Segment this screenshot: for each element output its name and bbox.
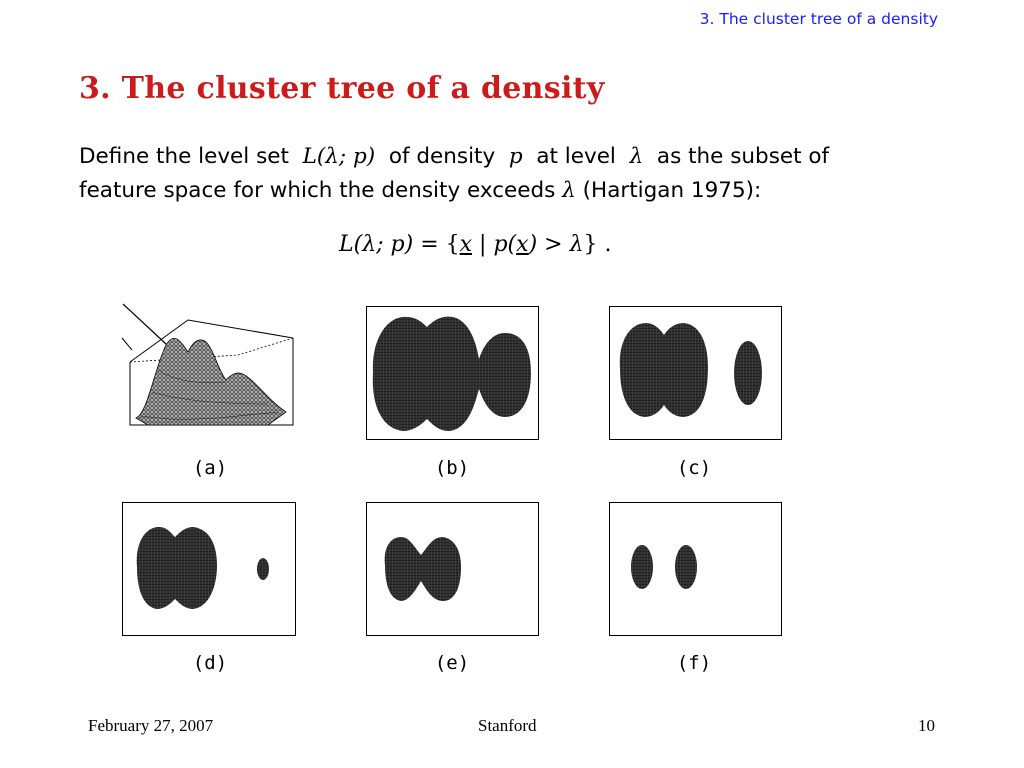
slide-title: 3. The cluster tree of a density xyxy=(79,71,605,106)
caption-a: (a) xyxy=(192,457,228,479)
level-set-plot xyxy=(610,503,781,635)
footer-page-number: 10 xyxy=(918,716,935,735)
figure-a-density-surface xyxy=(118,300,296,435)
paragraph-line-1 xyxy=(79,140,939,174)
text-segment: feature space for which the density exceeds xyxy=(79,178,556,203)
figure-c-level-set xyxy=(609,306,782,440)
footer-institution: Stanford xyxy=(478,716,537,735)
text-segment: as the subset of xyxy=(656,144,830,169)
equation-brace-open: { xyxy=(445,232,460,257)
equation-lhs: L(λ; p) = xyxy=(339,232,439,257)
level-set-plot xyxy=(610,307,781,439)
level-set-plot xyxy=(123,503,295,635)
lambda-symbol: λ xyxy=(562,178,576,203)
caption-d: (d) xyxy=(192,652,228,674)
caption-c: (c) xyxy=(676,457,712,479)
equation-p: p( xyxy=(493,232,517,257)
density-surface-plot xyxy=(118,300,296,435)
equation-vector-x: x xyxy=(516,232,529,257)
text-segment: at level xyxy=(536,144,616,169)
text-segment: of density xyxy=(388,144,496,169)
caption-b: (b) xyxy=(434,457,470,479)
caption-e: (e) xyxy=(434,652,470,674)
figure-f-level-set xyxy=(609,502,782,636)
figure-d-level-set xyxy=(122,502,296,636)
footer-date: February 27, 2007 xyxy=(88,716,214,735)
text-segment: (Hartigan 1975): xyxy=(582,178,762,203)
equation-brace-close: } xyxy=(583,232,598,257)
equation-bar: | xyxy=(472,232,494,257)
lambda-symbol: λ xyxy=(629,144,644,169)
paragraph-line-2 xyxy=(79,174,939,208)
equation-vector-x: x xyxy=(459,232,473,257)
figure-e-level-set xyxy=(366,502,539,636)
caption-f: (f) xyxy=(676,652,712,674)
level-set-plot xyxy=(367,503,538,635)
equation-condition: ) > λ xyxy=(528,232,584,257)
definition-paragraph xyxy=(79,140,939,208)
level-set-plot xyxy=(367,307,538,439)
level-set-equation xyxy=(339,232,612,257)
density-symbol: p xyxy=(508,144,523,169)
running-header: 3. The cluster tree of a density xyxy=(699,10,938,28)
equation-period: . xyxy=(597,232,612,257)
level-set-symbol: L(λ; p) xyxy=(302,144,376,169)
figure-b-level-set xyxy=(366,306,539,440)
text-segment: Define the level set xyxy=(79,144,289,169)
